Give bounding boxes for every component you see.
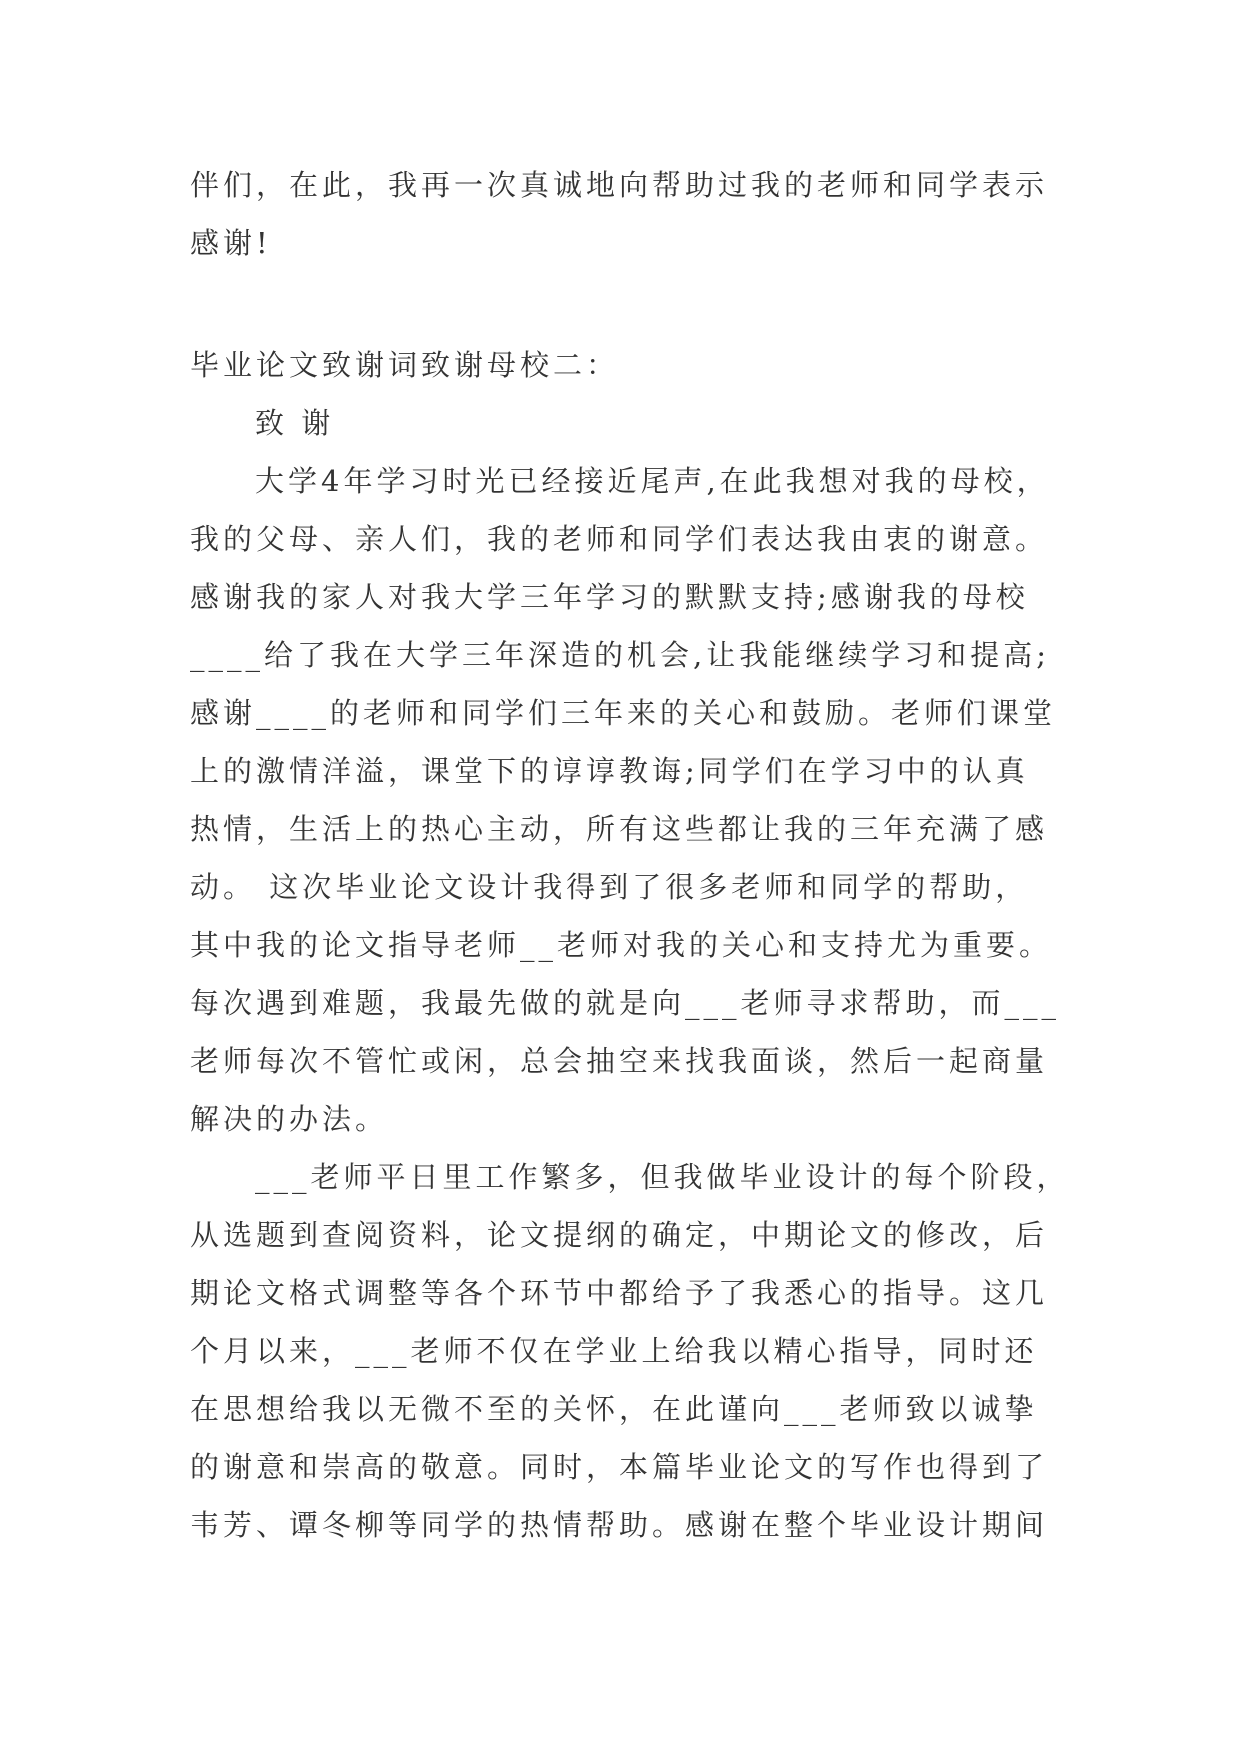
text-line: ___老师平日里工作繁多，但我做毕业设计的每个阶段， (255, 1160, 1070, 1194)
text-line: 期论文格式调整等各个环节中都给予了我悉心的指导。这几 (190, 1276, 1049, 1310)
text-line: 每次遇到难题，我最先做的就是向___老师寻求帮助，而___ (190, 986, 1061, 1020)
text-line: 解决的办法。 (190, 1102, 389, 1136)
text-line: 老师每次不管忙或闲，总会抽空来找我面谈，然后一起商量 (190, 1044, 1049, 1078)
text-line: 从选题到查阅资料，论文提纲的确定，中期论文的修改，后 (190, 1218, 1049, 1252)
text-line: 在思想给我以无微不至的关怀，在此谨向___老师致以诚挚 (190, 1392, 1038, 1426)
text-line: 动。 这次毕业论文设计我得到了很多老师和同学的帮助， (190, 870, 1029, 904)
text-line: 大学4年学习时光已经接近尾声,在此我想对我的母校， (255, 464, 1050, 498)
text-line: 韦芳、谭冬柳等同学的热情帮助。感谢在整个毕业设计期间 (190, 1508, 1049, 1542)
text-line: 感谢我的家人对我大学三年学习的默默支持;感谢我的母校 (190, 580, 1029, 614)
text-line: 感谢____的老师和同学们三年来的关心和鼓励。老师们课堂 (190, 696, 1057, 730)
text-line: ____给了我在大学三年深造的机会,让我能继续学习和提高; (190, 638, 1050, 672)
acknowledgement-title: 致 谢 (255, 406, 335, 440)
text-line: 个月以来，___老师不仅在学业上给我以精心指导，同时还 (190, 1334, 1038, 1368)
text-line: 的谢意和崇高的敬意。同时，本篇毕业论文的写作也得到了 (190, 1450, 1049, 1484)
text-line: 热情，生活上的热心主动，所有这些都让我的三年充满了感 (190, 812, 1049, 846)
text-line: 上的激情洋溢，课堂下的谆谆教诲;同学们在学习中的认真 (190, 754, 1029, 788)
section-heading: 毕业论文致谢词致谢母校二： (190, 348, 620, 382)
text-line: 其中我的论文指导老师__老师对我的关心和支持尤为重要。 (190, 928, 1053, 962)
text-line: 伴们，在此，我再一次真诚地向帮助过我的老师和同学表示 (190, 168, 1049, 202)
text-line: 感谢! (190, 226, 272, 260)
text-line: 我的父母、亲人们，我的老师和同学们表达我由衷的谢意。 (190, 522, 1049, 556)
